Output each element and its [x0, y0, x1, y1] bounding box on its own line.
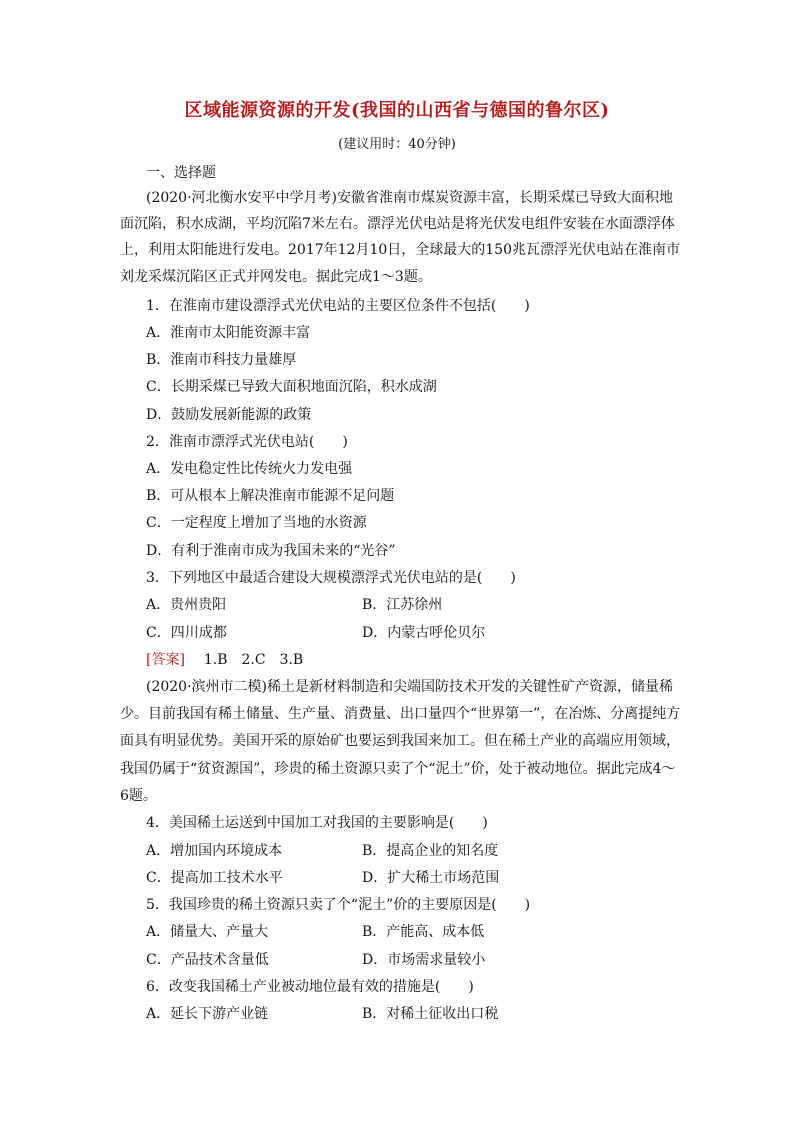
q5-option-c: C．产品技术含量低 [146, 952, 269, 968]
q2-option-d: D．有利于淮南市成为我国未来的“光谷” [146, 543, 396, 559]
q2-option-b: B．可从根本上解决淮南市能源不足问题 [146, 488, 395, 504]
q4-option-d: D．扩大稀土市场范围 [362, 870, 500, 886]
q6-option-a: A．延长下游产业链 [146, 1006, 269, 1022]
q4-option-b: B．提高企业的知名度 [362, 843, 499, 859]
passage1-line-1: (2020·河北衡水安平中学月考)安徽省淮南市煤炭资源丰富，长期采煤已导致大面积地 [146, 190, 674, 206]
page-title: 区域能源资源的开发(我国的山西省与德国的鲁尔区) [184, 100, 610, 121]
question-1: 1．在淮南市建设漂浮式光伏电站的主要区位条件不包括( ) [146, 298, 530, 314]
section-heading: 一、选择题 [146, 165, 216, 181]
question-5: 5．我国珍贵的稀土资源只卖了个“泥土”价的主要原因是( ) [146, 897, 531, 913]
q5-option-d: D．市场需求量较小 [362, 952, 486, 968]
question-3: 3．下列地区中最适合建设大规模漂浮式光伏电站的是( ) [146, 570, 516, 586]
passage2-line-5: 6题。 [120, 788, 157, 804]
q3-option-d: D．内蒙古呼伦贝尔 [362, 625, 486, 641]
passage2-line-2: 少。目前我国有稀土储量、生产量、消费量、出口量四个“世界第一”，在冶炼、分离提纯方 [120, 706, 681, 722]
q1-option-b: B．淮南市科技力量雄厚 [146, 352, 297, 368]
q4-option-a: A．增加国内环境成本 [146, 843, 283, 859]
q2-option-c: C．一定程度上增加了当地的水资源 [146, 515, 367, 531]
question-6: 6．改变我国稀土产业被动地位最有效的措施是( ) [146, 979, 474, 995]
passage1-line-3: 上，利用太阳能进行发电。2017年12月10日，全球最大的150兆瓦漂浮光伏电站在淮南市 [120, 242, 680, 258]
suggested-time: (建议用时：40分钟) [338, 137, 456, 152]
passage2-line-1: (2020·滨州市二模)稀土是新材料制造和尖端国防技术开发的关键性矿产资源，储量稀 [146, 679, 674, 695]
answer-values: 1.B 2.C 3.B [203, 652, 304, 668]
q3-option-c: C．四川成都 [146, 625, 227, 641]
passage1-line-4: 刘龙采煤沉陷区正式并网发电。据此完成1～3题。 [120, 269, 432, 285]
q5-option-b: B．产能高、成本低 [362, 924, 485, 940]
q1-option-a: A．淮南市太阳能资源丰富 [146, 325, 311, 341]
question-2: 2．淮南市漂浮式光伏电站( ) [146, 434, 348, 450]
passage2-line-4: 我国仍属于“贫资源国”，珍贵的稀土资源只卖了个“泥土”价，处于被动地位。据此完成4～ [120, 761, 676, 777]
q3-option-b: B．江苏徐州 [362, 597, 443, 613]
q5-option-a: A．储量大、产量大 [146, 924, 269, 940]
passage2-line-3: 面具有明显优势。美国开采的原始矿也要运到我国来加工。但在稀土产业的高端应用领域， [120, 733, 680, 749]
q6-option-b: B．对稀土征收出口税 [362, 1006, 499, 1022]
answer-line [146, 651, 303, 669]
q3-option-a: A．贵州贵阳 [146, 597, 227, 613]
question-4: 4．美国稀土运送到中国加工对我国的主要影响是( ) [146, 815, 488, 831]
q4-option-c: C．提高加工技术水平 [146, 870, 283, 886]
q1-option-d: D．鼓励发展新能源的政策 [146, 407, 312, 423]
q1-option-c: C．长期采煤已导致大面积地面沉陷，积水成湖 [146, 379, 437, 395]
passage1-line-2: 面沉陷，积水成湖，平均沉陷7米左右。漂浮光伏电站是将光伏发电组件安装在水面漂浮体 [120, 216, 675, 232]
q2-option-a: A．发电稳定性比传统火力发电强 [146, 461, 353, 477]
answer-tag: [答案] [146, 652, 185, 668]
